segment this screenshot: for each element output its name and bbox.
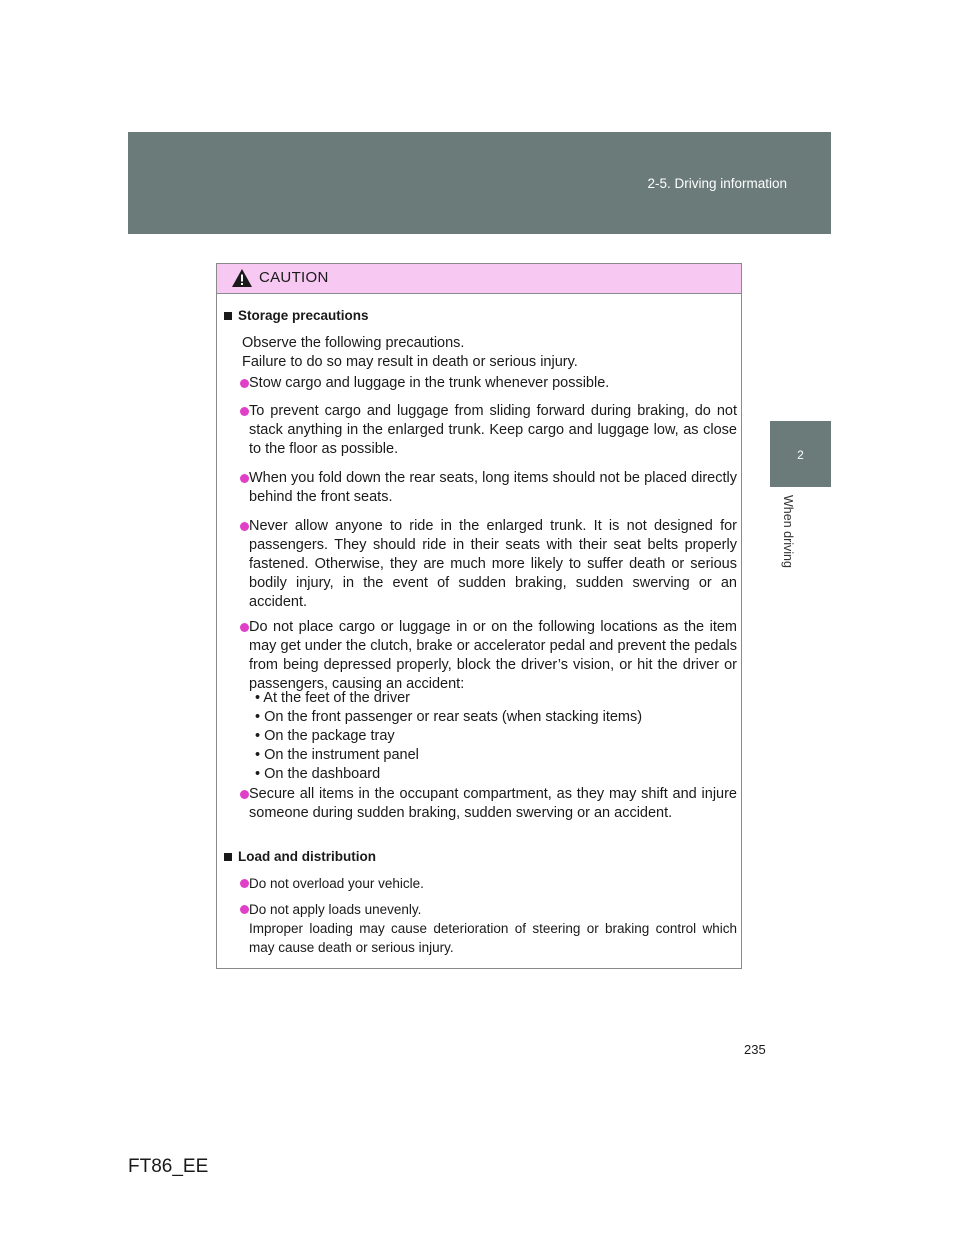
location-list	[255, 689, 735, 784]
list-item: • On the front passenger or rear seats (when stacking items)	[255, 709, 643, 725]
bullet-text: Secure all items in the occupant compartment, as they may shift and injure someone during sudden braking, sudden swerving or an accident.	[249, 786, 737, 821]
bullet-item	[240, 785, 737, 823]
list-item: • On the dashboard	[255, 766, 381, 782]
bullet-text: Do not place cargo or luggage in or on the following locations as the item may get under the clutch, brake or accelerator pedal and prevent the pedals from being depressed properly, block the driver’s vision, or hit the driver or passengers, causing an accident:	[249, 619, 737, 692]
bullet-text: Never allow anyone to ride in the enlarged trunk. It is not designed for passengers. They should ride in their seats with their seat belts properly fastened. Otherwise, they are much more likely to suffer death or serious bodily injury, in the event of sudden braking, sudden swerving or an accident.	[249, 518, 737, 610]
bullet-item	[240, 469, 737, 507]
section-heading	[224, 308, 369, 323]
bullet-text: To prevent cargo and luggage from sliding forward during braking, do not stack anything in the enlarged trunk. Keep cargo and luggage low, as close to the floor as possible.	[249, 403, 737, 457]
square-bullet-icon	[224, 853, 232, 861]
bullet-item	[240, 517, 737, 612]
bullet-item	[240, 900, 737, 957]
caution-title: CAUTION	[259, 269, 329, 286]
intro-line: Failure to do so may result in death or serious injury.	[242, 354, 578, 370]
document-code: FT86_EE	[128, 1156, 209, 1177]
page-number: 235	[744, 1042, 766, 1057]
bullet-dot-icon	[240, 905, 249, 914]
bullet-dot-icon	[240, 407, 249, 416]
warning-icon	[231, 268, 253, 288]
section-title-load: Load and distribution	[238, 849, 376, 864]
bullet-item	[240, 374, 737, 393]
section-heading	[224, 849, 376, 864]
section-title-storage: Storage precautions	[238, 308, 369, 323]
list-item: • At the feet of the driver	[255, 690, 410, 706]
bullet-item	[240, 874, 737, 893]
chapter-tab	[770, 421, 831, 487]
chapter-label: When driving	[781, 495, 795, 568]
bullet-dot-icon	[240, 379, 249, 388]
intro-text	[242, 334, 737, 372]
list-item: • On the package tray	[255, 728, 395, 744]
chapter-number: 2	[797, 448, 804, 462]
list-item: • On the instrument panel	[255, 747, 419, 763]
bullet-continuation-text: Improper loading may cause deterioration of steering or braking control which may cause death or serious injury.	[249, 921, 737, 955]
caution-header	[217, 264, 741, 294]
bullet-text: Stow cargo and luggage in the trunk whenever possible.	[249, 375, 610, 391]
bullet-text: Do not apply loads unevenly.	[249, 902, 422, 917]
bullet-dot-icon	[240, 474, 249, 483]
bullet-item	[240, 402, 737, 459]
bullet-text: When you fold down the rear seats, long items should not be placed directly behind the front seats.	[249, 470, 737, 505]
caution-box	[216, 263, 742, 969]
square-bullet-icon	[224, 312, 232, 320]
bullet-dot-icon	[240, 623, 249, 632]
header-band	[128, 132, 831, 234]
bullet-dot-icon	[240, 522, 249, 531]
intro-line: Observe the following precautions.	[242, 335, 465, 351]
bullet-text: Do not overload your vehicle.	[249, 876, 424, 891]
section-title: 2-5. Driving information	[647, 176, 787, 191]
bullet-dot-icon	[240, 790, 249, 799]
bullet-dot-icon	[240, 879, 249, 888]
bullet-item	[240, 618, 737, 694]
